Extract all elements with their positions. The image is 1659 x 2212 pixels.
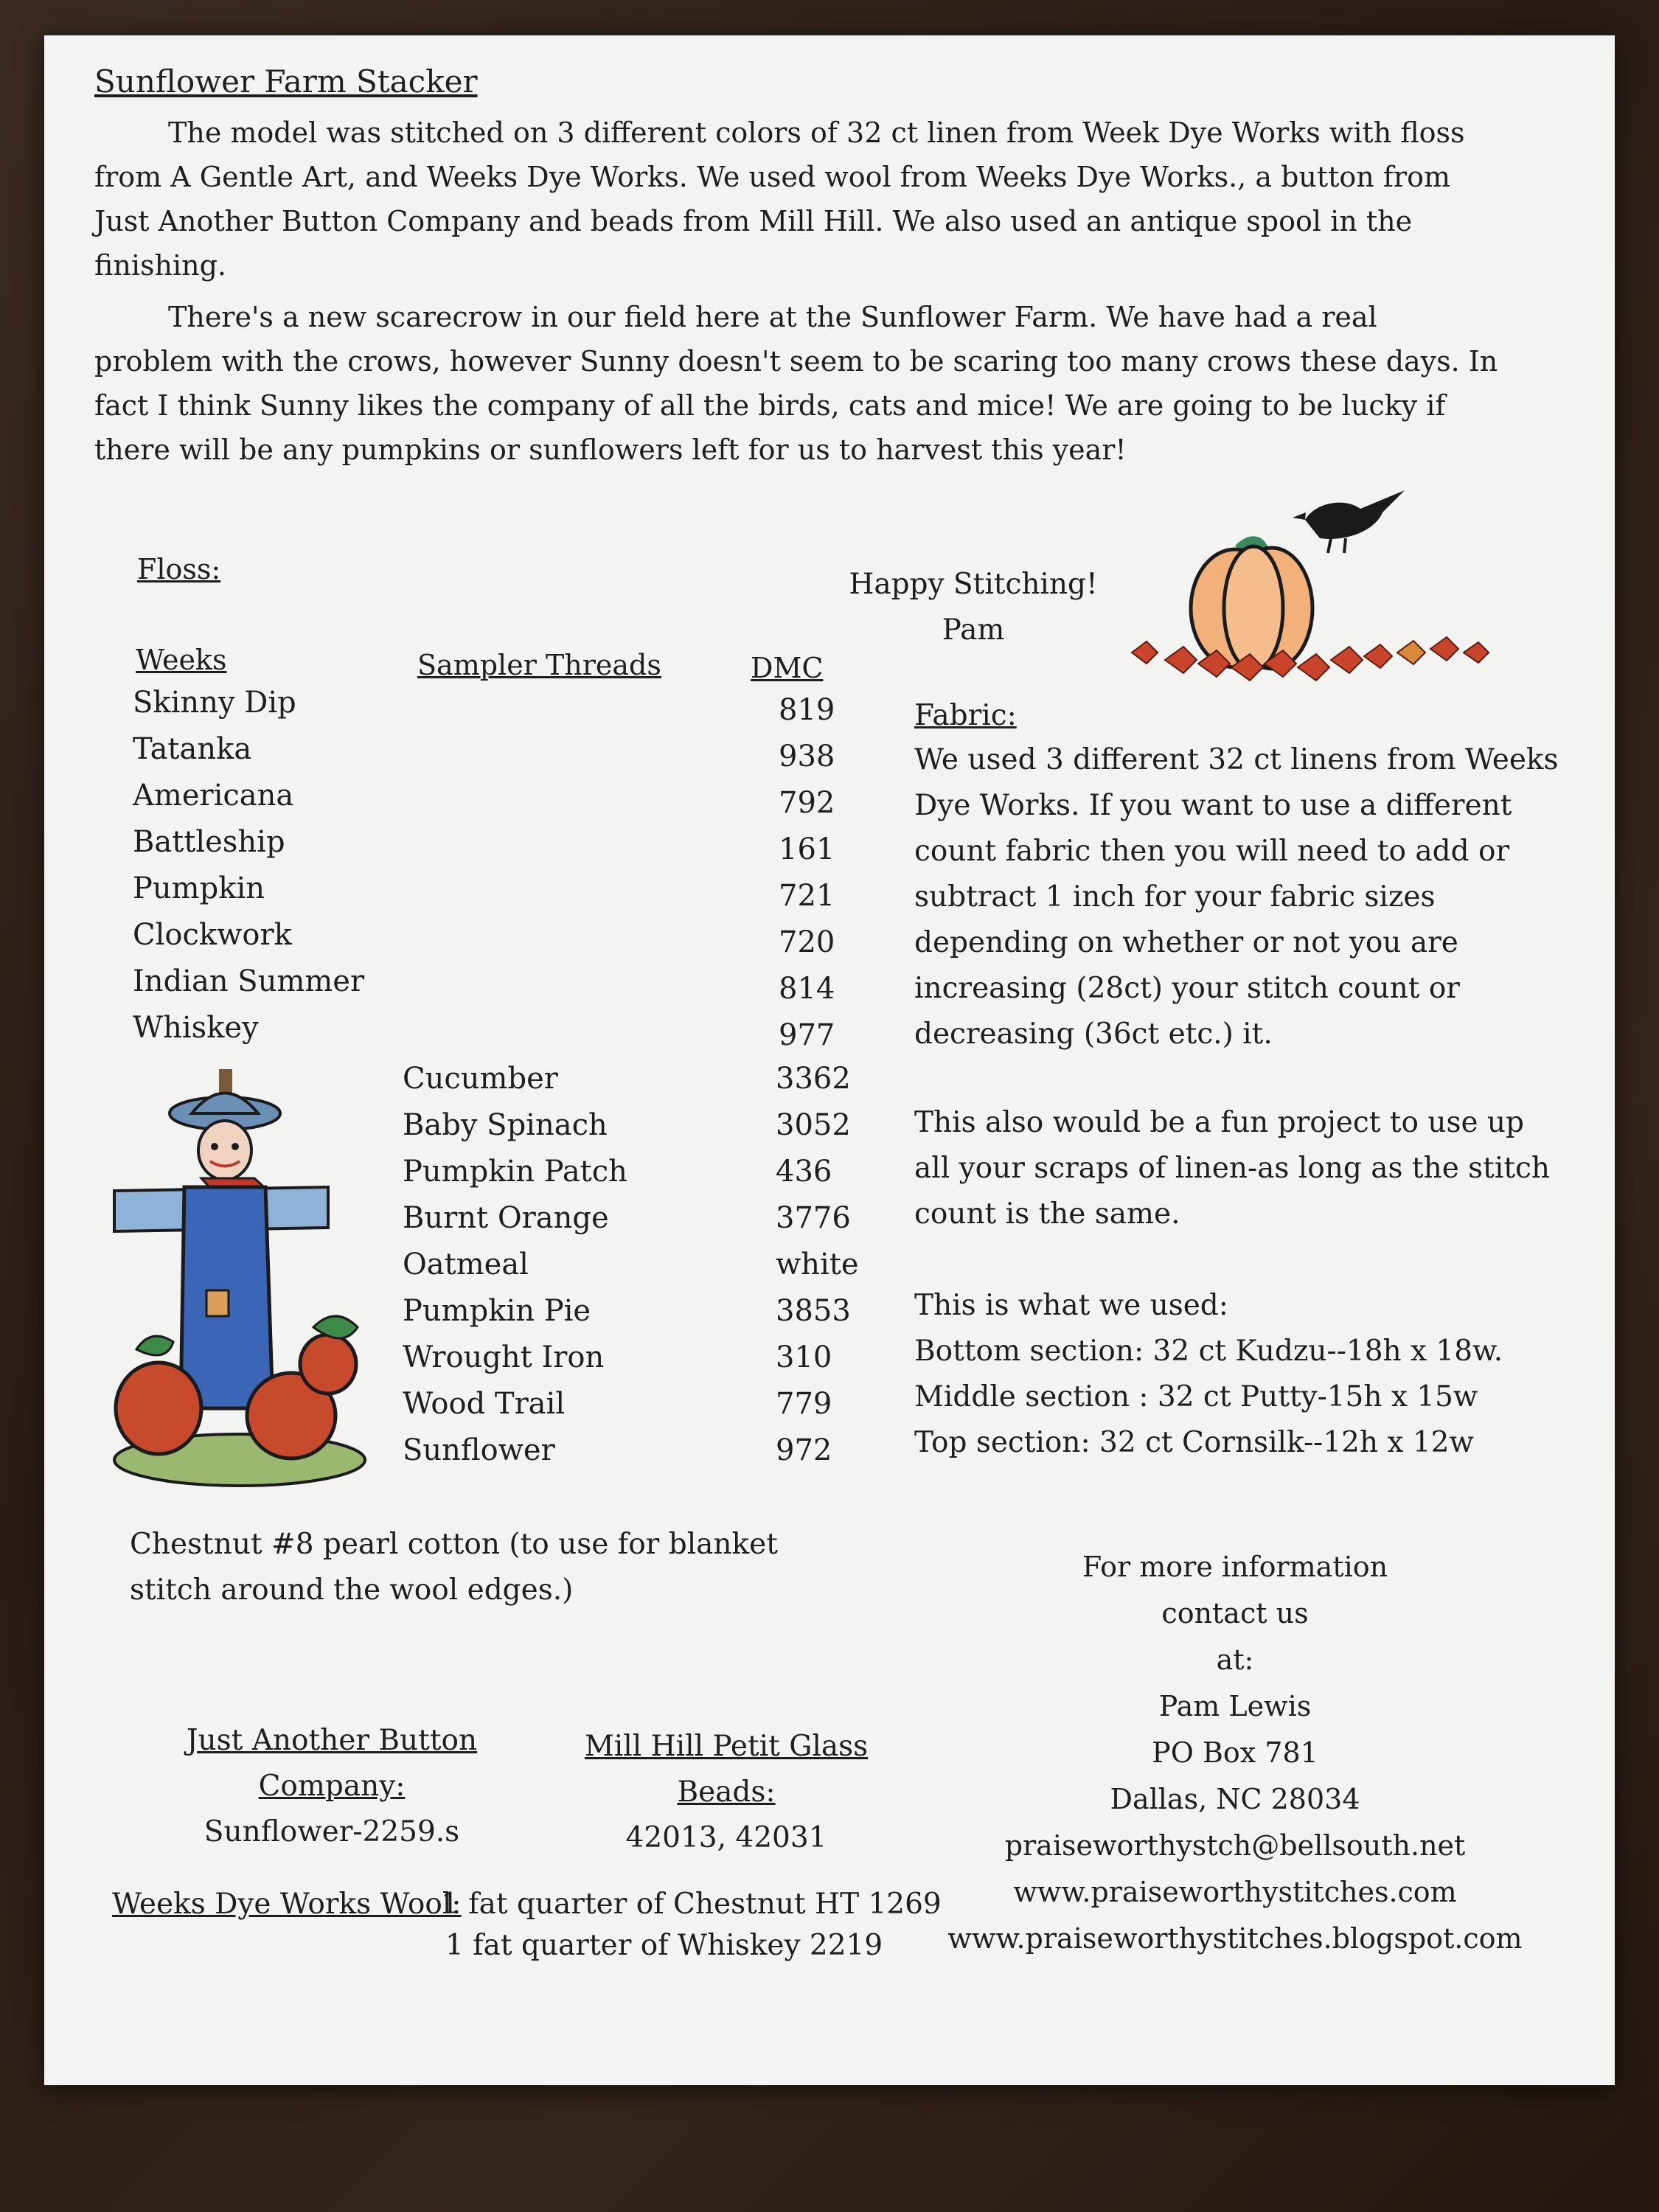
weeks-thread-name: Americana <box>133 779 294 813</box>
beads-heading: Mill Hill Petit Glass Beads: <box>584 1730 869 1809</box>
beads-info <box>553 1724 900 1861</box>
fabric-heading: Fabric: <box>914 699 1017 732</box>
contact-line: Dallas, NC 28034 <box>1110 1783 1360 1815</box>
page-title: Sunflower Farm Stacker <box>94 63 478 100</box>
pumpkin-crow-illustration <box>1124 479 1530 700</box>
pearl-cotton-name: Chestnut #8 pearl cotton <box>130 1528 500 1561</box>
weeks-thread-name: Battleship <box>133 825 285 859</box>
sampler-thread-dmc: white <box>776 1248 859 1281</box>
weeks-thread-dmc: 814 <box>779 972 835 1006</box>
crow-icon <box>1293 490 1405 553</box>
weeks-thread-dmc: 938 <box>779 740 835 773</box>
signoff-greeting: Happy Stitching! <box>849 568 1098 601</box>
weeks-thread-name: Skinny Dip <box>133 686 296 720</box>
button-heading: Just Another Button Company: <box>186 1724 478 1803</box>
weeks-thread-name: Pumpkin <box>133 872 265 905</box>
fabric-description: We used 3 different 32 ct linens from Weeks Dye Works. If you want to use a different count fabric then you will need to add or subtract 1 inch for your fabric sizes depending on whether or not you are increasing (28ct) your stitch count or decreasing (36ct etc.) it. <box>914 743 1559 1051</box>
weeks-thread-name: Indian Summer <box>133 964 365 998</box>
dmc-column-header: DMC <box>751 652 824 684</box>
fabric-bottom-section: Bottom section: 32 ct Kudzu--18h x 18w. <box>914 1335 1503 1368</box>
sampler-column-header: Sampler Threads <box>417 649 661 681</box>
floss-heading: Floss: <box>137 553 221 585</box>
contact-line: at: <box>1216 1644 1254 1676</box>
sampler-thread-dmc: 436 <box>776 1155 832 1189</box>
sampler-thread-name: Cucumber <box>403 1062 558 1096</box>
fabric-used-heading: This is what we used: <box>914 1289 1228 1322</box>
contact-line: For more information <box>1082 1551 1388 1583</box>
sampler-thread-dmc: 779 <box>776 1387 832 1421</box>
weeks-thread-dmc: 720 <box>779 925 835 959</box>
contact-line: contact us <box>1161 1597 1309 1630</box>
wool-heading: Weeks Dye Works Wool: <box>112 1888 462 1921</box>
sampler-thread-name: Oatmeal <box>403 1248 529 1281</box>
sampler-thread-dmc: 3362 <box>776 1062 851 1096</box>
wool-line-1: 1 fat quarter of Chestnut HT 1269 <box>441 1888 942 1921</box>
weeks-thread-dmc: 792 <box>779 786 835 820</box>
leaves-icon <box>1132 637 1489 681</box>
sampler-thread-name: Pumpkin Patch <box>403 1155 627 1189</box>
fabric-top-section: Top section: 32 ct Cornsilk--12h x 12w <box>914 1426 1474 1459</box>
sampler-thread-name: Pumpkin Pie <box>403 1294 591 1328</box>
sampler-thread-dmc: 3853 <box>776 1294 851 1328</box>
contact-block <box>944 1544 1526 1962</box>
contact-line: www.praiseworthystitches.com <box>1013 1876 1457 1908</box>
signoff-name: Pam <box>942 613 1005 647</box>
sampler-thread-dmc: 972 <box>776 1433 832 1467</box>
weeks-thread-dmc: 721 <box>779 879 835 913</box>
sampler-thread-name: Burnt Orange <box>403 1201 609 1235</box>
fabric-scraps-note: This also would be a fun project to use up all your scraps of linen-as long as the stitch count is the same. <box>914 1106 1550 1231</box>
scarecrow-icon <box>114 1069 365 1486</box>
story-paragraph: There's a new scarecrow in our field here at the Sunflower Farm. We have had a real problem with the crows, however Sunny doesn't seem to be scaring too many crows these days. In fact I think Sunny likes the company of all the birds, cats and mice! We are going to be lucky if there will be any pumpkins or sunflowers left for us to harvest this year! <box>94 301 1498 466</box>
sampler-thread-dmc: 3776 <box>776 1201 851 1235</box>
button-info <box>125 1718 538 1855</box>
weeks-thread-dmc: 819 <box>779 693 835 727</box>
pearl-cotton-note <box>130 1522 852 1613</box>
sampler-thread-name: Baby Spinach <box>403 1108 608 1142</box>
pearl-cotton-use: (to use for blanket stitch around the wool edges.) <box>130 1528 778 1607</box>
sampler-thread-dmc: 310 <box>776 1340 832 1374</box>
contact-line: PO Box 781 <box>1152 1736 1318 1769</box>
signoff <box>841 562 1106 653</box>
wool-line-2: 1 fat quarter of Whiskey 2219 <box>445 1929 883 1962</box>
weeks-thread-name: Tatanka <box>133 732 252 766</box>
weeks-thread-dmc: 977 <box>779 1018 835 1052</box>
scarecrow-illustration <box>107 1069 380 1489</box>
intro-paragraph: The model was stitched on 3 different colors of 32 ct linen from Week Dye Works with floss from A Gentle Art, and Weeks Dye Works. We used wool from Weeks Dye Works., a button from Just Another Button Company and beads from Mill Hill. We also used an antique spool in the finishing. <box>94 116 1465 282</box>
sampler-thread-name: Sunflower <box>403 1433 555 1467</box>
fabric-middle-section: Middle section : 32 ct Putty-15h x 15w <box>914 1380 1478 1413</box>
sampler-thread-name: Wood Trail <box>403 1387 566 1421</box>
weeks-thread-name: Whiskey <box>133 1011 259 1045</box>
weeks-column-header: Weeks <box>136 644 227 676</box>
pumpkin-icon <box>1191 541 1312 670</box>
contact-line: praiseworthystch@bellsouth.net <box>1004 1829 1466 1862</box>
sampler-thread-dmc: 3052 <box>776 1108 851 1142</box>
weeks-thread-dmc: 161 <box>779 832 835 866</box>
beads-value: 42013, 42031 <box>625 1821 827 1854</box>
button-value: Sunflower-2259.s <box>204 1815 460 1848</box>
contact-line: www.praiseworthystitches.blogspot.com <box>947 1922 1523 1955</box>
sampler-thread-name: Wrought Iron <box>403 1340 605 1374</box>
weeks-thread-name: Clockwork <box>133 918 292 952</box>
contact-line: Pam Lewis <box>1158 1690 1312 1722</box>
